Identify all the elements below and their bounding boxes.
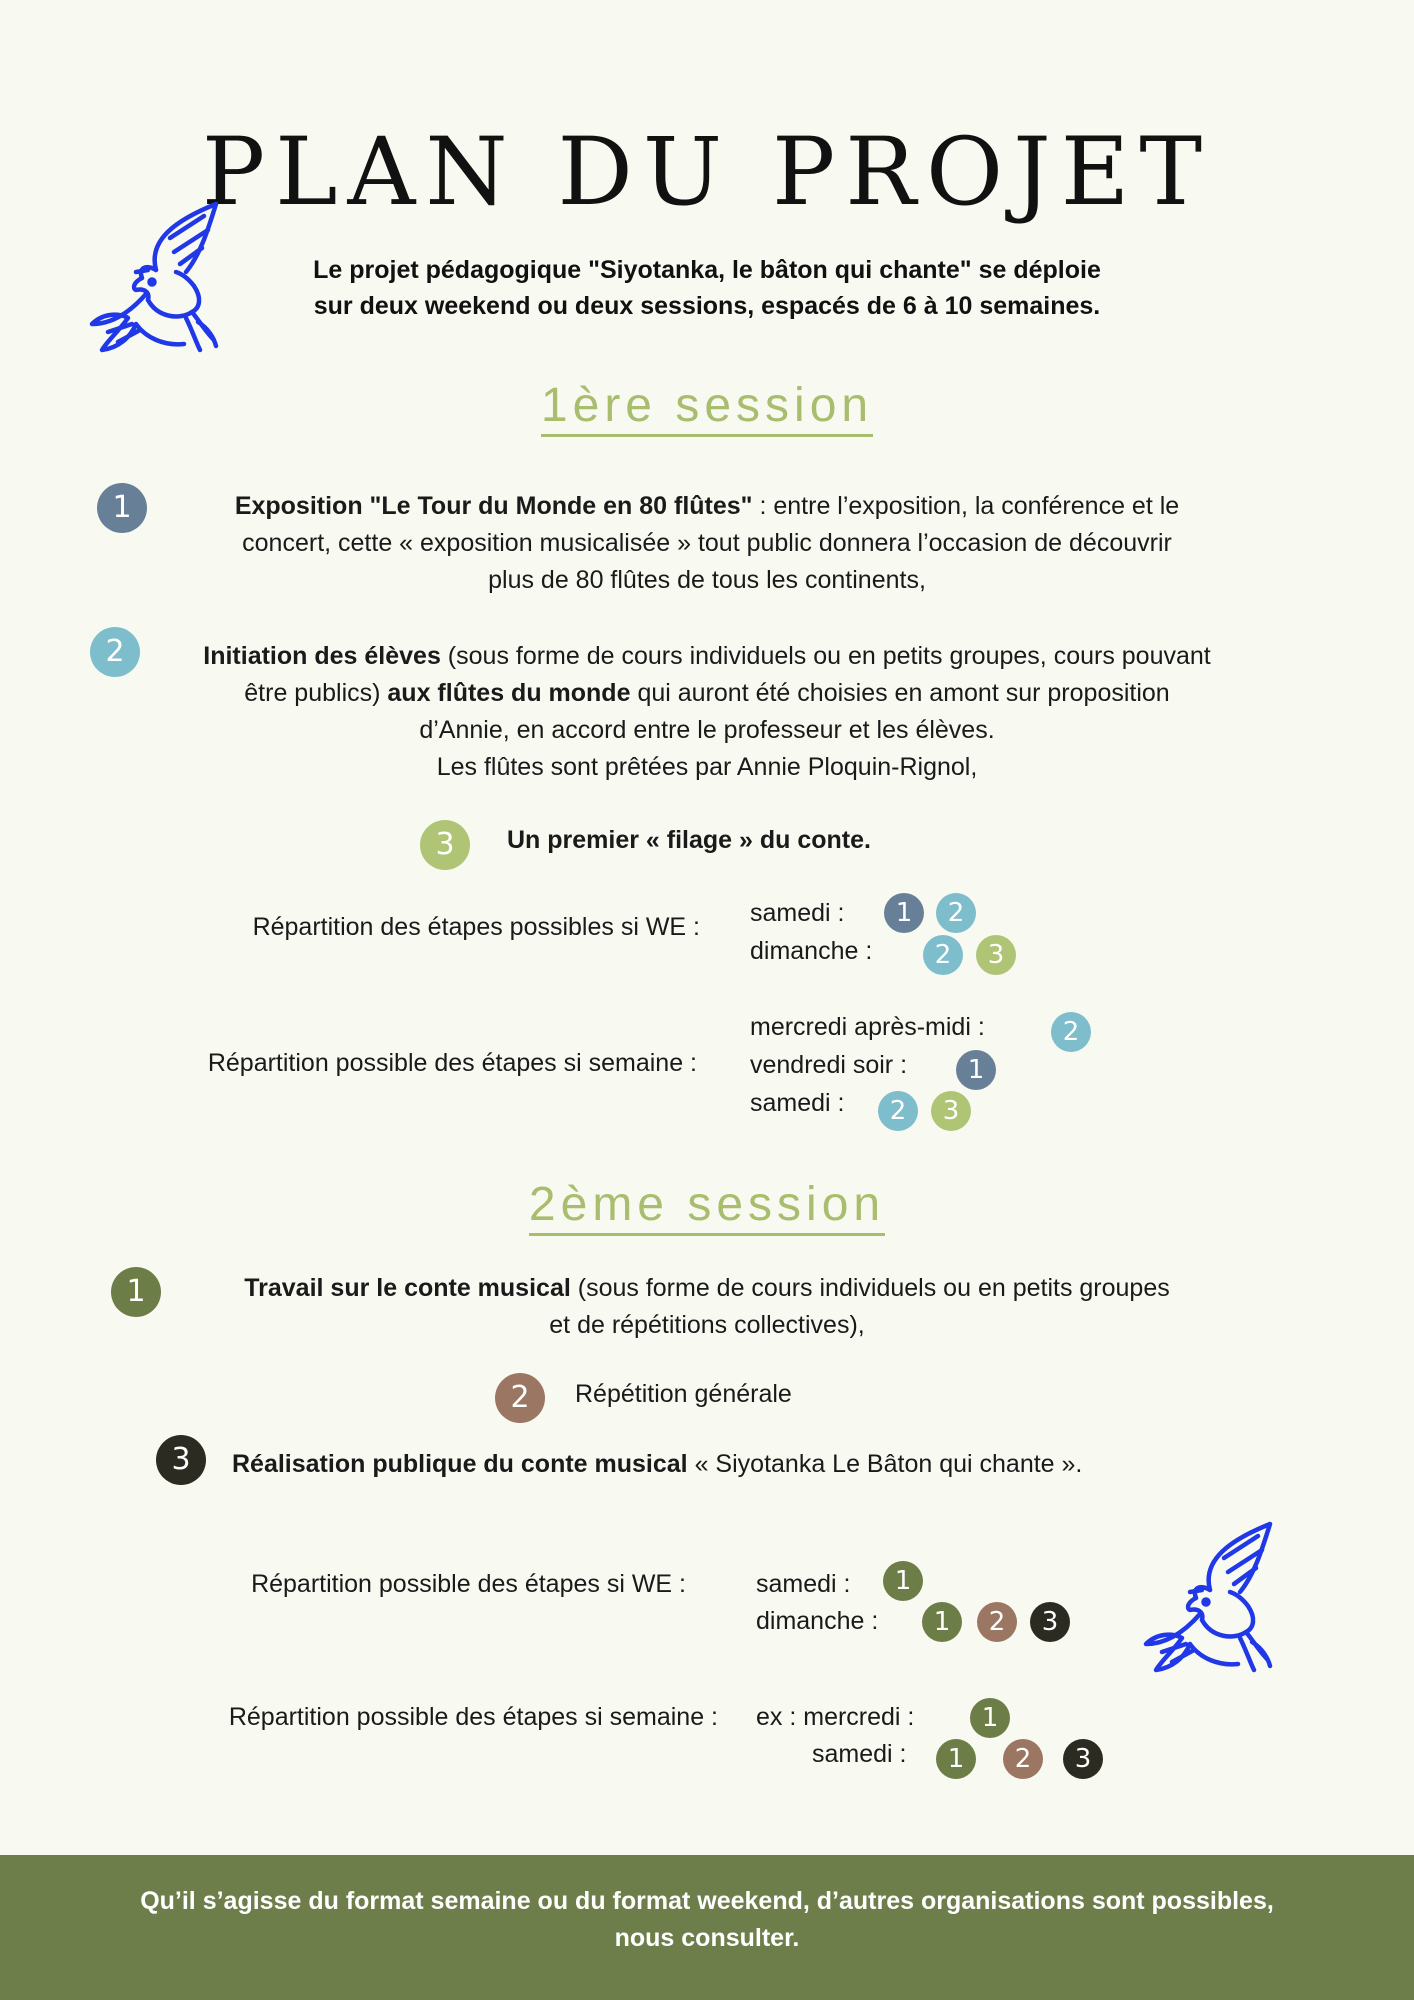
schedule-day: samedi :	[750, 899, 845, 927]
schedule-day: samedi :	[812, 1740, 907, 1768]
step-text: d’Annie, en accord entre le professeur et les élèves.	[419, 716, 995, 744]
footer-line: Qu’il s’agisse du format semaine ou du format weekend, d’autres organisations sont possibles,	[140, 1887, 1274, 1915]
session1-step1	[150, 488, 1264, 599]
schedule-day: samedi :	[756, 1570, 851, 1598]
footer-line: nous consulter.	[614, 1924, 800, 1952]
session2-step2: Répétition générale	[575, 1380, 792, 1408]
session2-step3	[232, 1450, 1082, 1479]
step-badge-2: 2	[1003, 1739, 1043, 1779]
step-badge-3: 3	[420, 820, 470, 870]
intro-line: sur deux weekend ou deux sessions, espacés de 6 à 10 semaines.	[313, 292, 1101, 320]
step-badge-1: 1	[111, 1267, 161, 1317]
schedule-day: ex : mercredi :	[756, 1703, 915, 1731]
step-title: Initiation des élèves	[203, 642, 441, 670]
footer-banner	[0, 1855, 1414, 2000]
dove-icon	[1142, 1520, 1277, 1680]
step-text: Les flûtes sont prêtées par Annie Ploquin-Rignol,	[436, 753, 978, 781]
step-badge-2: 2	[936, 893, 976, 933]
session2-title	[0, 1177, 1414, 1232]
step-text: : entre l’exposition, la conférence et le	[752, 492, 1180, 520]
step-text: être publics)	[244, 679, 388, 707]
session1-title	[0, 378, 1414, 433]
step-badge-2: 2	[923, 935, 963, 975]
session1-step3: Un premier « filage » du conte.	[507, 826, 871, 854]
session1-we-label: Répartition des étapes possibles si WE :	[252, 913, 700, 941]
schedule-day: mercredi après-midi :	[750, 1013, 985, 1041]
session2-step1	[150, 1270, 1264, 1344]
step-badge-2: 2	[90, 627, 140, 677]
step-badge-1: 1	[884, 893, 924, 933]
intro-line: Le projet pédagogique "Siyotanka, le bâton qui chante" se déploie	[313, 256, 1101, 284]
step-badge-1: 1	[936, 1739, 976, 1779]
step-badge-1: 1	[922, 1602, 962, 1642]
step-badge-1: 1	[883, 1561, 923, 1601]
session2-we-label: Répartition possible des étapes si WE :	[251, 1570, 686, 1598]
step-title: Travail sur le conte musical	[244, 1274, 571, 1302]
session1-title-text: 1ère session	[541, 379, 873, 437]
step-badge-2: 2	[1051, 1012, 1091, 1052]
footer-text	[0, 1883, 1414, 1957]
session2-week-label: Répartition possible des étapes si semaine :	[228, 1703, 718, 1731]
step-badge-3: 3	[156, 1435, 206, 1485]
step-title: Réalisation publique du conte musical	[232, 1450, 688, 1478]
intro-paragraph	[200, 252, 1214, 324]
session2-title-text: 2ème session	[529, 1178, 885, 1236]
step-text: (sous forme de cours individuels ou en petits groupes	[570, 1274, 1170, 1302]
step-title: Exposition "Le Tour du Monde en 80 flûtes"	[234, 492, 753, 520]
step-text: plus de 80 flûtes de tous les continents,	[488, 566, 926, 594]
step-text: et de répétitions collectives),	[549, 1311, 865, 1339]
step-title: aux flûtes du monde	[387, 679, 631, 707]
session1-week-label: Répartition possible des étapes si semaine :	[207, 1049, 697, 1077]
step-badge-3: 3	[976, 935, 1016, 975]
step-badge-3: 3	[931, 1091, 971, 1131]
session1-step2	[120, 638, 1294, 786]
schedule-day: dimanche :	[750, 937, 873, 965]
schedule-day: vendredi soir :	[750, 1051, 908, 1079]
page-title: PLAN DU PROJET	[201, 118, 1213, 227]
step-badge-2: 2	[878, 1091, 918, 1131]
step-badge-1: 1	[97, 483, 147, 533]
step-text: « Siyotanka Le Bâton qui chante ».	[687, 1450, 1083, 1478]
step-badge-2: 2	[495, 1373, 545, 1423]
schedule-day: dimanche :	[756, 1607, 879, 1635]
step-badge-2: 2	[977, 1602, 1017, 1642]
step-badge-1: 1	[970, 1698, 1010, 1738]
step-text: qui auront été choisies en amont sur proposition	[630, 679, 1170, 707]
step-text: concert, cette « exposition musicalisée » tout public donnera l’occasion de découvrir	[242, 529, 1172, 557]
step-badge-3: 3	[1030, 1602, 1070, 1642]
schedule-day: samedi :	[750, 1089, 845, 1117]
step-badge-1: 1	[956, 1050, 996, 1090]
step-badge-3: 3	[1063, 1739, 1103, 1779]
step-text: (sous forme de cours individuels ou en petits groupes, cours pouvant	[440, 642, 1211, 670]
